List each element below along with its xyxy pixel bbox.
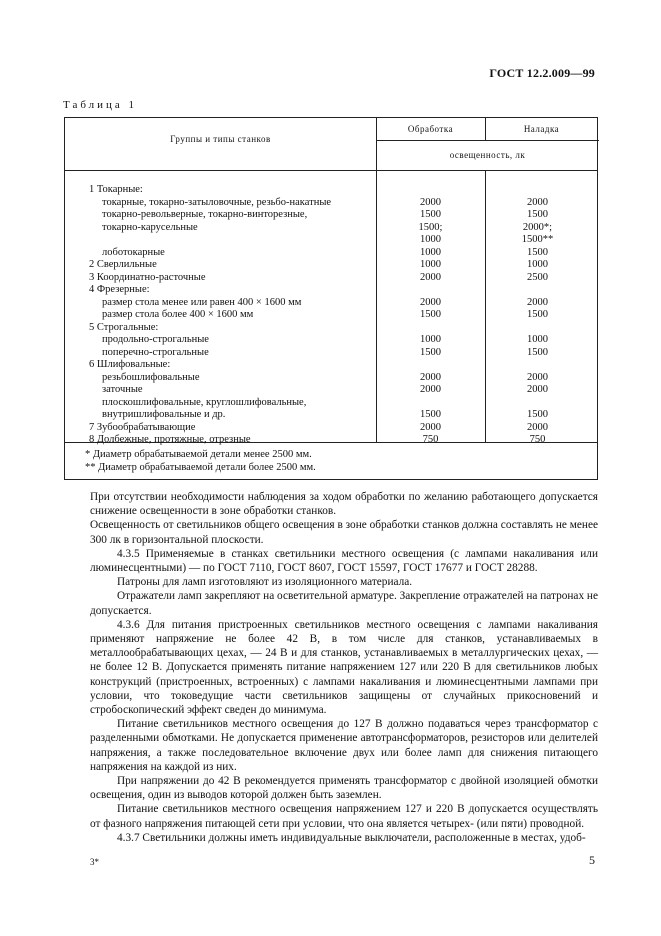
table-notes: [85, 448, 316, 474]
setup-value: 750: [529, 434, 546, 445]
processing-value: 750: [422, 434, 439, 445]
table-row: [65, 334, 597, 347]
table-row: [65, 197, 597, 210]
setup-value: 2000: [527, 296, 548, 308]
setup-value: 1000: [527, 259, 548, 270]
row-label: резьбошлифовальные: [102, 371, 200, 383]
processing-value: 2000: [420, 196, 441, 208]
paragraph: 4.3.5 Применяемые в станках светильники местного освещения (с лампами накаливания или люминесцентными) — по ГОСТ 7110, ГОСТ 8607, ГОСТ 15597, ГОСТ 17677 и ГОСТ 28288.: [90, 547, 598, 575]
processing-value: 1000: [420, 234, 441, 245]
table-row: [65, 347, 597, 360]
row-label: продольно-строгальные: [102, 334, 209, 345]
setup-value: 2000: [527, 371, 548, 383]
table-note: ** Диаметр обрабатываемой детали более 2500 мм.: [85, 462, 316, 473]
paragraph: При отсутствии необходимости наблюдения за ходом обработки по желанию работающего допускается снижение освещенности в зоне обработки станков.: [90, 491, 598, 518]
standard-header: ГОСТ 12.2.009—99: [489, 66, 595, 80]
row-label: лоботокарные: [102, 246, 165, 258]
table-row: [65, 322, 597, 335]
processing-value: 1000: [420, 259, 441, 270]
page-number: 5: [589, 853, 595, 867]
row-label: 1 Токарные:: [89, 184, 143, 195]
row-label: 7 Зубообрабатывающие: [89, 421, 196, 433]
row-label: заточные: [102, 384, 143, 395]
processing-value: 2000: [420, 384, 441, 395]
table-row: [65, 384, 597, 397]
table-row: [65, 247, 597, 260]
processing-value: 1500: [420, 346, 441, 358]
paragraph: При напряжении до 42 В рекомендуется применять трансформатор с двойной изоляцией обмотки освещения, один из выводов которой должен быть заземлен.: [90, 775, 598, 802]
table-row: [65, 409, 597, 422]
row-label: 3 Координатно-расточные: [89, 271, 206, 283]
setup-value: 2000: [527, 421, 548, 433]
col-header-processing: Обработка: [407, 124, 454, 134]
body-text: [90, 490, 598, 845]
processing-value: 2000: [420, 421, 441, 433]
col-header-setup: Наладка: [523, 124, 560, 134]
row-label: токарные, токарно-затыловочные, резьбо-накатные: [102, 196, 332, 208]
processing-value: 1000: [420, 334, 441, 345]
table-row: [65, 434, 597, 447]
table-row: [65, 284, 597, 297]
processing-value: 2000: [420, 296, 441, 308]
processing-value: 1500: [420, 209, 441, 220]
setup-value: 1500: [527, 246, 548, 258]
table-row: [65, 372, 597, 385]
table-row: [65, 309, 597, 322]
setup-value: 1500: [527, 309, 548, 320]
paragraph: 4.3.7 Светильники должны иметь индивидуальные выключатели, расположенные в местах, удоб-: [117, 831, 586, 844]
processing-value: 1000: [420, 246, 441, 258]
row-label: поперечно-строгальные: [102, 346, 209, 358]
paragraph: Освещенность от светильников общего освещения в зоне обработки станков должна составлять не менее 300 лк в горизонтальной плоскости.: [90, 519, 598, 546]
processing-value: 2000: [420, 271, 441, 283]
setup-value: 1500: [527, 209, 548, 220]
table-row: [65, 397, 597, 410]
row-label: токарно-карусельные: [102, 221, 198, 233]
table-row: [65, 209, 597, 222]
table-row: [65, 234, 597, 247]
table-row: [65, 222, 597, 235]
table-row: [65, 272, 597, 285]
row-label: внутришлифовальные и др.: [102, 409, 226, 420]
setup-value: 2500: [527, 271, 548, 283]
processing-value: 2000: [420, 371, 441, 383]
paragraph: Отражатели ламп закрепляют на осветительной арматуре. Закрепление отражателей на патронах не допускается.: [90, 590, 598, 617]
paragraph: Питание светильников местного освещения напряжением 127 и 220 В допускается осуществлять от фазного напряжения питающей сети при условии, что она является четырех- (или пяти) проводной.: [90, 803, 598, 830]
setup-value: 1500: [527, 346, 548, 358]
setup-value: 1500: [527, 409, 548, 420]
row-label: плоскошлифовальные, круглошлифовальные,: [102, 396, 307, 408]
table-row: [65, 297, 597, 310]
table-row: [65, 184, 597, 197]
table-caption: Таблица 1: [63, 99, 138, 111]
setup-value: 2000*;: [522, 221, 553, 233]
setup-value: 1000: [527, 334, 548, 345]
paragraph: 4.3.6 Для питания пристроенных светильников местного освещения с лампами накаливания применяют напряжение не более 42 В, в том числе для станков, устанавливаемых в металлообрабатывающих цехах, — 24 В и для станков, устанавливаемых в металлургических цехах, — не более 12 В. Допускается применять питание напряжением 127 или 220 В для светильников любых конструкций (пристроенных, встроенных) с лампами накаливания и люминесцентными лампами при условии, что токоведущие части светильников защищены от случайных прикосновений и стробоскопический эффект сведен до минимума.: [90, 618, 598, 717]
col-header-unit: освещенность, лк: [449, 150, 526, 160]
setup-value: 2000: [527, 384, 548, 395]
processing-value: 1500: [420, 409, 441, 420]
row-label: 4 Фрезерные:: [89, 284, 150, 295]
row-label: размер стола более 400 × 1600 мм: [102, 309, 254, 320]
table-row: [65, 259, 597, 272]
table-row: [65, 359, 597, 372]
footer-mark: 3*: [90, 857, 99, 867]
row-label: 2 Сверлильные: [89, 259, 157, 270]
col-header-groups: Группы и типы станков: [170, 134, 271, 144]
table-body: [65, 170, 597, 447]
processing-value: 1500;: [418, 221, 443, 233]
row-label: токарно-револьверные, токарно-винторезные,: [102, 209, 308, 220]
row-label: размер стола менее или равен 400 × 1600 мм: [102, 296, 302, 308]
paragraph: Питание светильников местного освещения до 127 В должно подаваться через трансформатор с разделенными обмотками. Не допускается применение автотрансформаторов, резисторов или делителей напряжения, а также последовательное включение двух или более ламп для снижения питающего напряжения на каждой из них.: [90, 718, 598, 773]
processing-value: 1500: [420, 309, 441, 320]
row-label: 5 Строгальные:: [89, 321, 159, 333]
table-note: * Диаметр обрабатываемой детали менее 2500 мм.: [85, 449, 312, 460]
row-label: 8 Долбежные, протяжные, отрезные: [89, 434, 251, 445]
row-label: 6 Шлифовальные:: [89, 359, 171, 370]
table-row: [65, 422, 597, 435]
setup-value: 1500**: [521, 234, 554, 245]
setup-value: 2000: [527, 196, 548, 208]
illumination-table: [64, 117, 598, 480]
paragraph: Патроны для ламп изготовляют из изоляционного материала.: [117, 576, 413, 589]
